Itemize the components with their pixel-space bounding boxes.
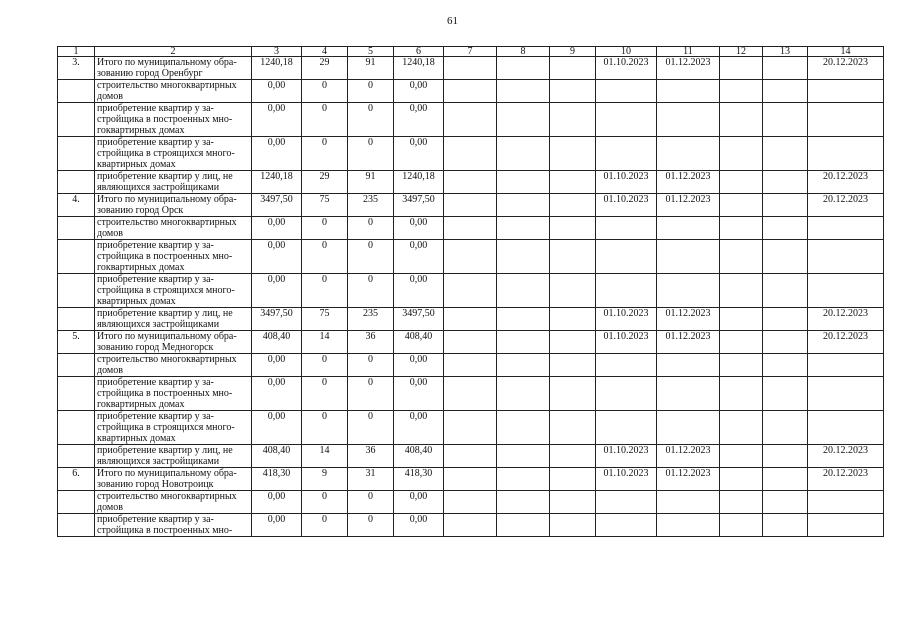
cell-col11-date: 01.12.2023 — [657, 171, 720, 194]
table-row — [58, 354, 884, 377]
cell-col3: 0,00 — [252, 411, 302, 445]
cell-col13 — [763, 103, 808, 137]
row-number — [58, 274, 95, 308]
cell-col12 — [720, 308, 763, 331]
cell-col3: 3497,50 — [252, 194, 302, 217]
cell-col8 — [497, 274, 550, 308]
cell-col7 — [444, 514, 497, 537]
cell-col12 — [720, 137, 763, 171]
cell-col4: 0 — [302, 491, 348, 514]
cell-col11-date — [657, 137, 720, 171]
cell-col9 — [550, 274, 596, 308]
row-number — [58, 354, 95, 377]
cell-col6: 0,00 — [394, 274, 444, 308]
cell-col13 — [763, 194, 808, 217]
cell-col8 — [497, 194, 550, 217]
cell-col13 — [763, 137, 808, 171]
cell-col10-date: 01.10.2023 — [596, 194, 657, 217]
cell-col8 — [497, 331, 550, 354]
cell-col8 — [497, 103, 550, 137]
cell-col10-date — [596, 354, 657, 377]
cell-col10-date — [596, 217, 657, 240]
cell-col4: 0 — [302, 240, 348, 274]
cell-col9 — [550, 240, 596, 274]
cell-col6: 0,00 — [394, 354, 444, 377]
cell-col5: 0 — [348, 137, 394, 171]
row-name: приобретение квартир у за- стройщика в построенных мно- — [95, 514, 252, 537]
table-row — [58, 411, 884, 445]
cell-col12 — [720, 411, 763, 445]
cell-col4: 0 — [302, 80, 348, 103]
cell-col14-date — [808, 80, 884, 103]
cell-col6: 0,00 — [394, 240, 444, 274]
cell-col8 — [497, 514, 550, 537]
cell-col11-date: 01.12.2023 — [657, 308, 720, 331]
cell-col8 — [497, 217, 550, 240]
cell-col3: 0,00 — [252, 274, 302, 308]
cell-col8 — [497, 445, 550, 468]
cell-col12 — [720, 354, 763, 377]
row-number — [58, 445, 95, 468]
housing-table — [57, 46, 884, 537]
row-name: приобретение квартир у за- стройщика в строящихся много- квартирных домах — [95, 137, 252, 171]
cell-col10-date — [596, 80, 657, 103]
row-number — [58, 411, 95, 445]
cell-col4: 0 — [302, 377, 348, 411]
cell-col11-date: 01.12.2023 — [657, 57, 720, 80]
cell-col13 — [763, 514, 808, 537]
cell-col11-date: 01.12.2023 — [657, 445, 720, 468]
cell-col7 — [444, 308, 497, 331]
row-name: приобретение квартир у за- стройщика в построенных мно- гоквартирных домах — [95, 240, 252, 274]
cell-col3: 0,00 — [252, 137, 302, 171]
column-header-1: 1 — [58, 47, 95, 57]
cell-col9 — [550, 80, 596, 103]
table-row — [58, 103, 884, 137]
cell-col10-date — [596, 137, 657, 171]
cell-col12 — [720, 331, 763, 354]
cell-col13 — [763, 491, 808, 514]
cell-col7 — [444, 354, 497, 377]
row-name: приобретение квартир у лиц, не являющихся застройщиками — [95, 445, 252, 468]
cell-col9 — [550, 468, 596, 491]
table-row — [58, 194, 884, 217]
cell-col10-date: 01.10.2023 — [596, 468, 657, 491]
column-header-8: 8 — [497, 47, 550, 57]
column-header-3: 3 — [252, 47, 302, 57]
table-row — [58, 514, 884, 537]
cell-col14-date: 20.12.2023 — [808, 468, 884, 491]
column-header-10: 10 — [596, 47, 657, 57]
cell-col5: 31 — [348, 468, 394, 491]
cell-col6: 0,00 — [394, 80, 444, 103]
table-row — [58, 57, 884, 80]
cell-col7 — [444, 171, 497, 194]
cell-col6: 0,00 — [394, 103, 444, 137]
cell-col10-date — [596, 240, 657, 274]
column-header-6: 6 — [394, 47, 444, 57]
cell-col5: 36 — [348, 445, 394, 468]
column-header-5: 5 — [348, 47, 394, 57]
cell-col3: 1240,18 — [252, 171, 302, 194]
cell-col4: 0 — [302, 217, 348, 240]
cell-col12 — [720, 194, 763, 217]
cell-col11-date — [657, 377, 720, 411]
cell-col5: 235 — [348, 194, 394, 217]
row-name: приобретение квартир у за- стройщика в строящихся много- квартирных домах — [95, 274, 252, 308]
cell-col13 — [763, 354, 808, 377]
cell-col14-date: 20.12.2023 — [808, 171, 884, 194]
cell-col7 — [444, 217, 497, 240]
column-header-11: 11 — [657, 47, 720, 57]
cell-col3: 0,00 — [252, 354, 302, 377]
cell-col13 — [763, 274, 808, 308]
column-header-row — [58, 47, 884, 57]
cell-col11-date: 01.12.2023 — [657, 194, 720, 217]
cell-col11-date — [657, 103, 720, 137]
cell-col9 — [550, 308, 596, 331]
cell-col14-date — [808, 137, 884, 171]
cell-col11-date — [657, 240, 720, 274]
cell-col9 — [550, 194, 596, 217]
cell-col7 — [444, 103, 497, 137]
cell-col4: 14 — [302, 331, 348, 354]
row-name: Итого по муниципальному обра- зованию город Медногорск — [95, 331, 252, 354]
cell-col11-date — [657, 491, 720, 514]
cell-col13 — [763, 411, 808, 445]
cell-col12 — [720, 491, 763, 514]
cell-col6: 0,00 — [394, 491, 444, 514]
cell-col5: 0 — [348, 217, 394, 240]
table-body — [58, 47, 884, 537]
row-number: 6. — [58, 468, 95, 491]
cell-col11-date — [657, 80, 720, 103]
cell-col4: 0 — [302, 411, 348, 445]
cell-col6: 0,00 — [394, 411, 444, 445]
cell-col10-date: 01.10.2023 — [596, 171, 657, 194]
cell-col12 — [720, 217, 763, 240]
cell-col13 — [763, 308, 808, 331]
cell-col6: 408,40 — [394, 445, 444, 468]
cell-col4: 0 — [302, 514, 348, 537]
cell-col14-date: 20.12.2023 — [808, 331, 884, 354]
cell-col6: 418,30 — [394, 468, 444, 491]
column-header-4: 4 — [302, 47, 348, 57]
cell-col4: 9 — [302, 468, 348, 491]
cell-col4: 0 — [302, 354, 348, 377]
cell-col5: 235 — [348, 308, 394, 331]
row-number — [58, 80, 95, 103]
cell-col5: 0 — [348, 354, 394, 377]
cell-col3: 418,30 — [252, 468, 302, 491]
table-row — [58, 240, 884, 274]
row-name: приобретение квартир у за- стройщика в строящихся много- квартирных домах — [95, 411, 252, 445]
cell-col12 — [720, 514, 763, 537]
cell-col3: 0,00 — [252, 514, 302, 537]
column-header-2: 2 — [95, 47, 252, 57]
cell-col10-date — [596, 103, 657, 137]
cell-col12 — [720, 468, 763, 491]
cell-col5: 0 — [348, 103, 394, 137]
cell-col6: 0,00 — [394, 514, 444, 537]
page-number: 61 — [447, 15, 458, 27]
cell-col6: 1240,18 — [394, 57, 444, 80]
table-row — [58, 80, 884, 103]
cell-col14-date — [808, 514, 884, 537]
cell-col11-date — [657, 514, 720, 537]
cell-col9 — [550, 445, 596, 468]
cell-col12 — [720, 377, 763, 411]
cell-col12 — [720, 57, 763, 80]
cell-col3: 0,00 — [252, 491, 302, 514]
cell-col11-date: 01.12.2023 — [657, 468, 720, 491]
row-number — [58, 240, 95, 274]
cell-col10-date: 01.10.2023 — [596, 331, 657, 354]
table-row — [58, 274, 884, 308]
cell-col14-date: 20.12.2023 — [808, 308, 884, 331]
cell-col7 — [444, 57, 497, 80]
cell-col12 — [720, 80, 763, 103]
table-row — [58, 468, 884, 491]
cell-col6: 0,00 — [394, 377, 444, 411]
cell-col14-date — [808, 103, 884, 137]
cell-col8 — [497, 240, 550, 274]
cell-col9 — [550, 217, 596, 240]
row-name: Итого по муниципальному обра- зованию город Новотроицк — [95, 468, 252, 491]
row-name: приобретение квартир у за- стройщика в построенных мно- гоквартирных домах — [95, 103, 252, 137]
cell-col4: 29 — [302, 57, 348, 80]
row-number — [58, 491, 95, 514]
cell-col9 — [550, 411, 596, 445]
table-row — [58, 137, 884, 171]
row-name: строительство многоквартирных домов — [95, 491, 252, 514]
cell-col7 — [444, 491, 497, 514]
cell-col10-date: 01.10.2023 — [596, 57, 657, 80]
cell-col6: 1240,18 — [394, 171, 444, 194]
row-number: 4. — [58, 194, 95, 217]
cell-col4: 0 — [302, 137, 348, 171]
cell-col3: 0,00 — [252, 217, 302, 240]
cell-col7 — [444, 331, 497, 354]
cell-col13 — [763, 377, 808, 411]
cell-col5: 0 — [348, 240, 394, 274]
cell-col11-date: 01.12.2023 — [657, 331, 720, 354]
cell-col14-date — [808, 274, 884, 308]
cell-col8 — [497, 171, 550, 194]
cell-col6: 0,00 — [394, 217, 444, 240]
column-header-13: 13 — [763, 47, 808, 57]
cell-col7 — [444, 274, 497, 308]
column-header-12: 12 — [720, 47, 763, 57]
cell-col8 — [497, 377, 550, 411]
cell-col7 — [444, 194, 497, 217]
cell-col5: 91 — [348, 57, 394, 80]
cell-col10-date — [596, 514, 657, 537]
cell-col5: 91 — [348, 171, 394, 194]
cell-col13 — [763, 217, 808, 240]
cell-col7 — [444, 137, 497, 171]
table-row — [58, 445, 884, 468]
cell-col14-date: 20.12.2023 — [808, 57, 884, 80]
cell-col7 — [444, 468, 497, 491]
cell-col13 — [763, 331, 808, 354]
row-name: приобретение квартир у за- стройщика в построенных мно- гоквартирных домах — [95, 377, 252, 411]
cell-col9 — [550, 57, 596, 80]
cell-col13 — [763, 80, 808, 103]
cell-col4: 75 — [302, 194, 348, 217]
cell-col3: 408,40 — [252, 331, 302, 354]
cell-col13 — [763, 171, 808, 194]
cell-col4: 0 — [302, 274, 348, 308]
cell-col12 — [720, 240, 763, 274]
cell-col6: 408,40 — [394, 331, 444, 354]
cell-col4: 14 — [302, 445, 348, 468]
cell-col8 — [497, 80, 550, 103]
row-number — [58, 137, 95, 171]
cell-col11-date — [657, 411, 720, 445]
cell-col7 — [444, 445, 497, 468]
row-number — [58, 217, 95, 240]
cell-col7 — [444, 80, 497, 103]
cell-col3: 1240,18 — [252, 57, 302, 80]
cell-col8 — [497, 468, 550, 491]
cell-col14-date — [808, 354, 884, 377]
row-name: строительство многоквартирных домов — [95, 217, 252, 240]
cell-col11-date — [657, 354, 720, 377]
table-row — [58, 308, 884, 331]
table-row — [58, 377, 884, 411]
cell-col5: 0 — [348, 411, 394, 445]
cell-col8 — [497, 491, 550, 514]
cell-col13 — [763, 468, 808, 491]
cell-col13 — [763, 445, 808, 468]
row-name: приобретение квартир у лиц, не являющихся застройщиками — [95, 308, 252, 331]
row-number — [58, 514, 95, 537]
cell-col3: 0,00 — [252, 377, 302, 411]
cell-col9 — [550, 514, 596, 537]
cell-col3: 0,00 — [252, 103, 302, 137]
cell-col14-date — [808, 217, 884, 240]
cell-col14-date: 20.12.2023 — [808, 194, 884, 217]
cell-col9 — [550, 491, 596, 514]
row-name: строительство многоквартирных домов — [95, 354, 252, 377]
column-header-14: 14 — [808, 47, 884, 57]
row-number — [58, 377, 95, 411]
cell-col14-date: 20.12.2023 — [808, 445, 884, 468]
cell-col9 — [550, 354, 596, 377]
cell-col3: 3497,50 — [252, 308, 302, 331]
cell-col9 — [550, 331, 596, 354]
cell-col5: 0 — [348, 491, 394, 514]
cell-col9 — [550, 377, 596, 411]
cell-col3: 408,40 — [252, 445, 302, 468]
row-name: приобретение квартир у лиц, не являющихся застройщиками — [95, 171, 252, 194]
table-row — [58, 491, 884, 514]
cell-col5: 36 — [348, 331, 394, 354]
cell-col10-date — [596, 274, 657, 308]
cell-col3: 0,00 — [252, 240, 302, 274]
cell-col4: 0 — [302, 103, 348, 137]
cell-col7 — [444, 240, 497, 274]
cell-col4: 75 — [302, 308, 348, 331]
cell-col5: 0 — [348, 514, 394, 537]
cell-col13 — [763, 240, 808, 274]
cell-col8 — [497, 354, 550, 377]
row-number — [58, 308, 95, 331]
cell-col14-date — [808, 377, 884, 411]
cell-col14-date — [808, 411, 884, 445]
cell-col10-date — [596, 411, 657, 445]
cell-col9 — [550, 103, 596, 137]
row-name: Итого по муниципальному обра- зованию город Орск — [95, 194, 252, 217]
cell-col13 — [763, 57, 808, 80]
cell-col9 — [550, 171, 596, 194]
cell-col5: 0 — [348, 377, 394, 411]
cell-col9 — [550, 137, 596, 171]
cell-col10-date: 01.10.2023 — [596, 445, 657, 468]
row-number: 3. — [58, 57, 95, 80]
cell-col12 — [720, 171, 763, 194]
table-row — [58, 331, 884, 354]
row-number: 5. — [58, 331, 95, 354]
cell-col14-date — [808, 240, 884, 274]
cell-col8 — [497, 411, 550, 445]
cell-col7 — [444, 377, 497, 411]
cell-col11-date — [657, 217, 720, 240]
row-number — [58, 171, 95, 194]
cell-col12 — [720, 103, 763, 137]
cell-col6: 3497,50 — [394, 308, 444, 331]
cell-col4: 29 — [302, 171, 348, 194]
row-number — [58, 103, 95, 137]
cell-col10-date — [596, 377, 657, 411]
cell-col10-date — [596, 491, 657, 514]
cell-col12 — [720, 274, 763, 308]
cell-col11-date — [657, 274, 720, 308]
cell-col8 — [497, 308, 550, 331]
cell-col10-date: 01.10.2023 — [596, 308, 657, 331]
table-row — [58, 217, 884, 240]
row-name: Итого по муниципальному обра- зованию город Оренбург — [95, 57, 252, 80]
cell-col14-date — [808, 491, 884, 514]
cell-col7 — [444, 411, 497, 445]
column-header-7: 7 — [444, 47, 497, 57]
table-row — [58, 171, 884, 194]
row-name: строительство многоквартирных домов — [95, 80, 252, 103]
cell-col6: 0,00 — [394, 137, 444, 171]
cell-col8 — [497, 137, 550, 171]
cell-col12 — [720, 445, 763, 468]
column-header-9: 9 — [550, 47, 596, 57]
cell-col5: 0 — [348, 80, 394, 103]
cell-col5: 0 — [348, 274, 394, 308]
cell-col8 — [497, 57, 550, 80]
cell-col6: 3497,50 — [394, 194, 444, 217]
cell-col3: 0,00 — [252, 80, 302, 103]
